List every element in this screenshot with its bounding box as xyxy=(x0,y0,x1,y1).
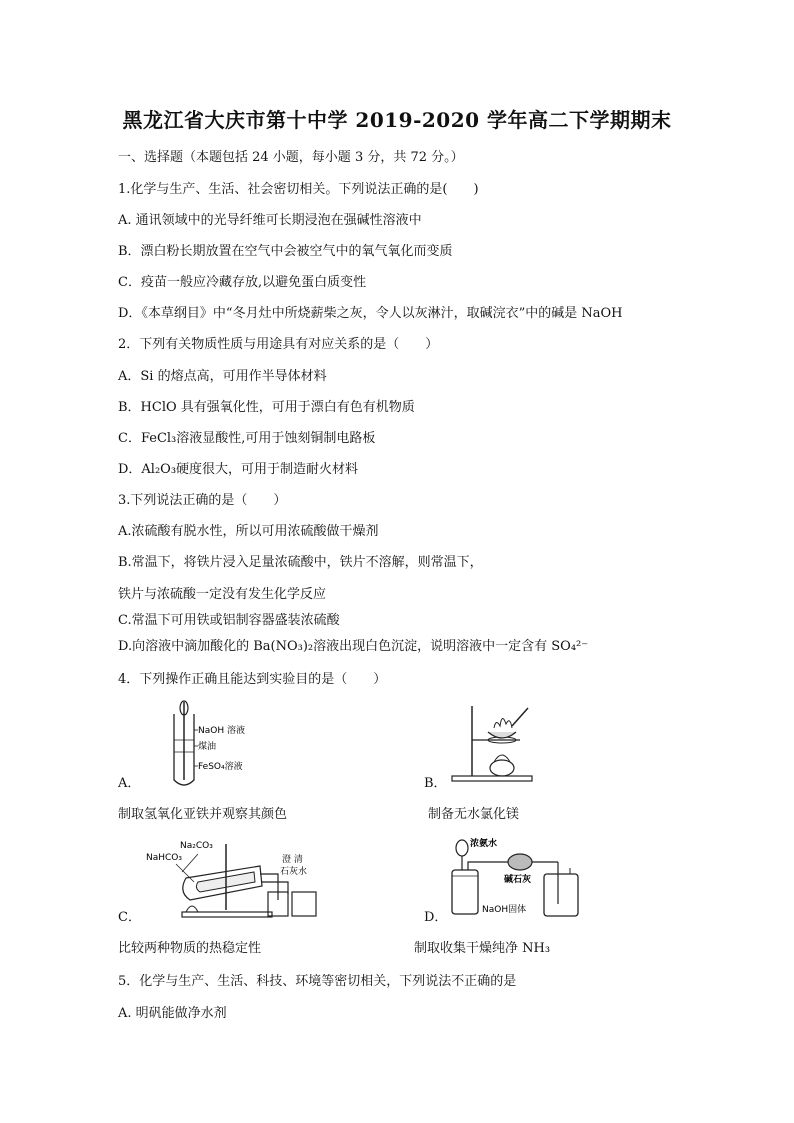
figure-b-label: B． xyxy=(424,776,447,791)
figure-d-text-naoh-solid: NaOH固体 xyxy=(482,905,527,915)
question-1-option-c: C．疫苗一般应冷藏存放,以避免蛋白质变性 xyxy=(118,275,367,290)
figure-b-diagram xyxy=(450,700,560,785)
question-2-option-d: D．Al₂O₃硬度很大，可用于制造耐火材料 xyxy=(118,462,359,477)
figure-c-text-na2co3: Na₂CO₃ xyxy=(180,841,213,851)
figure-b-caption: 制备无水氯化镁 xyxy=(428,807,520,822)
figure-c-text-limewater: 石灰水 xyxy=(280,867,308,877)
question-2-option-b: B．HClO 具有强氧化性，可用于漂白有色有机物质 xyxy=(118,400,415,415)
figure-a-caption: 制取氢氧化亚铁并观察其颜色 xyxy=(118,807,288,822)
figure-a-label: A． xyxy=(118,776,141,791)
question-1-option-d: D．《本草纲目》中“冬月灶中所烧薪柴之灰，令人以灰淋汁，取碱浣衣”中的碱是 NaOH xyxy=(118,306,623,321)
question-2-option-a: A．Si 的熔点高，可用作半导体材料 xyxy=(118,369,327,384)
question-3-option-a: A.浓硫酸有脱水性，所以可用浓硫酸做干燥剂 xyxy=(118,524,379,539)
figure-d-text-ammonia: 浓氨水 xyxy=(470,839,498,849)
figure-c-text-clear: 澄 清 xyxy=(282,855,303,865)
question-4-stem: 4．下列操作正确且能达到实验目的是（ ） xyxy=(118,672,387,687)
question-3-option-d: D.向溶液中滴加酸化的 Ba(NO₃)₂溶液出现白色沉淀，说明溶液中一定含有 SO₄²⁻ xyxy=(118,639,589,654)
question-3-option-b-cont: 铁片与浓硫酸一定没有发生化学反应 xyxy=(118,587,327,602)
figure-a-text-naoh: NaOH 溶液 xyxy=(198,726,245,736)
figure-c-caption: 比较两种物质的热稳定性 xyxy=(118,941,262,956)
question-3-option-b: B.常温下，将铁片浸入足量浓硫酸中，铁片不溶解，则常温下， xyxy=(118,555,483,570)
question-2-stem: 2．下列有关物质性质与用途具有对应关系的是（ ） xyxy=(118,337,439,352)
question-3-option-c: C.常温下可用铁或铝制容器盛装浓硫酸 xyxy=(118,613,340,628)
question-1-option-a: A. 通讯领域中的光导纤维可长期浸泡在强碱性溶液中 xyxy=(118,213,422,228)
figure-a-diagram xyxy=(160,700,280,790)
figure-d-text-sodalime: 碱石灰 xyxy=(504,875,532,885)
figure-c-diagram xyxy=(142,834,332,924)
figure-c-text-nahco3: NaHCO₃ xyxy=(146,853,182,863)
question-5-stem: 5．化学与生产、生活、科技、环境等密切相关，下列说法不正确的是 xyxy=(118,974,517,989)
question-1-option-b: B．漂白粉长期放置在空气中会被空气中的氧气氧化而变质 xyxy=(118,244,453,259)
figure-d-diagram xyxy=(448,834,588,919)
question-1-stem: 1.化学与生产、生活、社会密切相关。下列说法正确的是( ) xyxy=(118,182,479,197)
figure-d-caption: 制取收集干燥纯净 NH₃ xyxy=(414,941,551,956)
section-heading: 一、选择题（本题包括 24 小题，每小题 3 分，共 72 分。） xyxy=(118,150,464,165)
figure-a-text-feso4: FeSO₄溶液 xyxy=(198,762,243,772)
figure-d-label: D． xyxy=(424,910,448,925)
question-5-option-a: A. 明矾能做净水剂 xyxy=(118,1006,227,1021)
page-title: 黑龙江省大庆市第十中学 2019-2020 学年高二下学期期末 xyxy=(122,108,672,132)
figure-a-text-kerosene: 煤油 xyxy=(198,742,217,752)
question-2-option-c: C．FeCl₃溶液显酸性,可用于蚀刻铜制电路板 xyxy=(118,431,376,446)
figure-c-label: C． xyxy=(118,910,141,925)
question-3-stem: 3.下列说法正确的是（ ） xyxy=(118,493,287,508)
